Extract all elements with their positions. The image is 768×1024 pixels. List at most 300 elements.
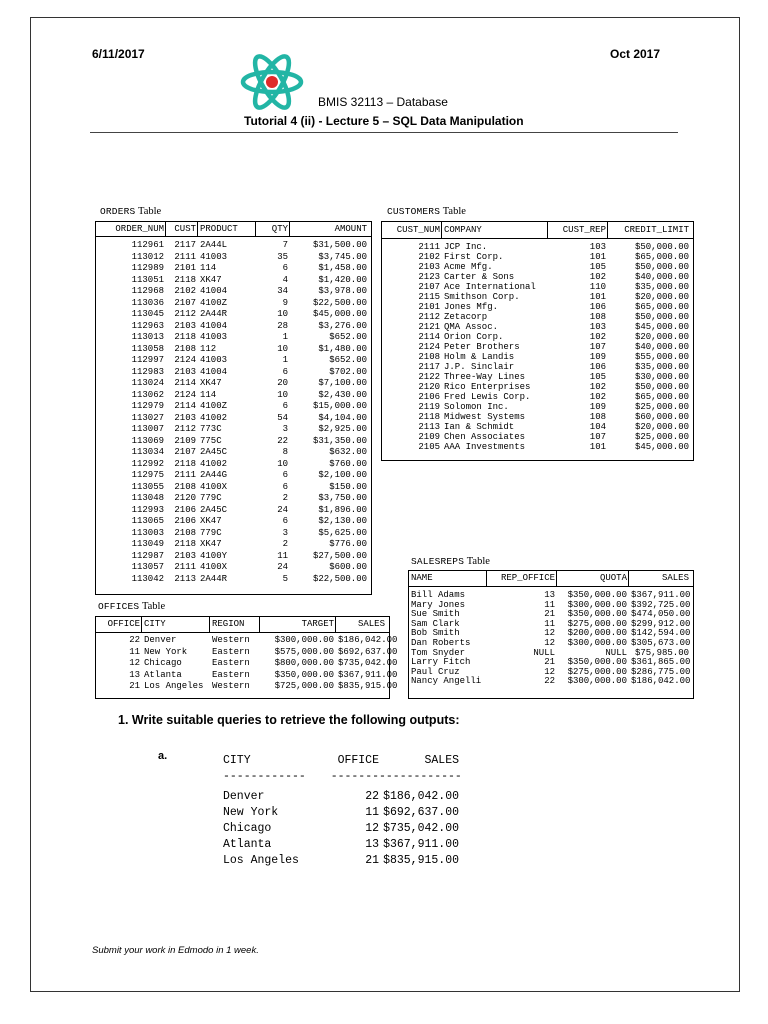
output-cell: Atlanta [223,838,272,851]
customers-cell: 2115 [418,292,440,302]
offices-cell: Eastern [212,669,250,680]
offices-cell: $800,000.00 [274,658,334,668]
customers-cell: $50,000.00 [634,242,689,252]
orders-cell: 2124 [174,355,196,365]
orders-table-row [96,240,371,252]
salesreps-caption [411,556,490,567]
offices-header-office: OFFICE [107,619,140,629]
orders-cell: $652.00 [329,332,367,342]
customers-caption-name: CUSTOMERS [387,206,441,217]
orders-cell: 10 [277,309,288,319]
offices-cell: Los Angeles [144,681,204,691]
orders-table-row [96,470,371,482]
orders-cell: 2109 [174,435,196,446]
customers-table-row [382,302,693,312]
customers-cell: $40,000.00 [634,272,689,282]
orders-cell: 112993 [131,504,164,515]
orders-cell: $600.00 [329,562,367,572]
orders-cell: 2117 [174,240,196,250]
customers-cell: Peter Brothers [444,342,520,352]
salesreps-cell: Sue Smith [411,609,460,620]
orders-cell: 4100Z [200,401,228,411]
customers-cell: 105 [589,372,606,382]
offices-cell: 12 [129,658,140,668]
customers-table-row [382,362,693,372]
orders-table-row [96,263,371,275]
customers-table-row [382,342,693,352]
offices-header-target: TARGET [301,619,334,629]
orders-cell: 112 [200,343,217,354]
salesreps-cell: Sam Clark [411,618,460,629]
salesreps-cell: $186,042.00 [631,676,691,687]
orders-cell: 112979 [131,401,164,411]
customers-cell: QMA Assoc. [444,322,499,332]
orders-cell: 112987 [131,550,164,561]
orders-cell: 7 [282,240,288,250]
orders-cell: 112963 [131,320,164,331]
customers-column-divider [441,222,442,238]
orders-cell: 2112 [174,309,196,319]
offices-table-row [96,669,398,682]
customers-cell: Orion Corp. [444,332,504,342]
offices-caption-suffix: Table [141,601,166,612]
orders-cell: 779C [200,493,222,503]
orders-cell: 2107 [174,447,196,457]
output-cell: $692,637.00 [383,806,459,819]
customers-cell: 2103 [418,262,440,272]
customers-cell: First Corp. [444,252,504,262]
customers-cell: $35,000.00 [634,282,689,292]
offices-table [95,616,398,699]
offices-cell: $367,911.00 [338,669,398,680]
orders-caption-name: ORDERS [100,206,136,217]
customers-cell: $50,000.00 [634,312,689,322]
customers-column-divider [607,222,608,238]
salesreps-cell: $275,000.00 [567,666,627,677]
orders-table-row [96,332,371,344]
offices-cell: Chicago [144,658,182,668]
customers-cell: JCP Inc. [444,242,488,252]
orders-cell: 114 [200,263,217,273]
orders-cell: 2124 [174,389,196,400]
customers-cell: 106 [589,302,606,312]
orders-cell: 114 [200,389,217,400]
orders-column-divider [197,222,198,236]
customers-table-row [382,272,693,282]
output-cell: Los Angeles [223,854,299,867]
orders-cell: 113003 [131,527,164,538]
salesreps-cell: Larry Fitch [411,657,471,668]
customers-cell: 2108 [418,352,440,362]
customers-cell: 108 [589,412,606,422]
customers-cell: $20,000.00 [634,422,689,432]
orders-cell: 113069 [131,435,164,446]
orders-cell: $22,500.00 [312,573,367,584]
customers-header-cust-rep: CUST_REP [562,225,606,235]
orders-table-row [96,275,371,287]
orders-cell: $3,745.00 [318,251,367,262]
orders-cell: 2112 [174,424,196,434]
orders-cell: 41002 [200,458,228,469]
output-column-office [323,753,379,869]
offices-column-divider [335,617,336,632]
salesreps-cell: $275,000.00 [567,618,627,629]
orders-cell: $760.00 [329,458,367,469]
orders-cell: 2114 [174,378,196,388]
orders-table-row [96,459,371,471]
customers-cell: 2113 [418,422,440,432]
salesreps-cell: 22 [544,676,555,687]
orders-cell: 2103 [174,366,196,377]
orders-cell: $2,925.00 [318,424,367,434]
orders-table-row [96,286,371,298]
offices-cell: $575,000.00 [274,646,334,657]
orders-cell: $31,500.00 [312,240,367,250]
orders-table-row [96,355,371,367]
salesreps-cell: Bob Smith [411,628,460,639]
customers-table-row [382,312,693,322]
orders-table-row [96,505,371,517]
orders-cell: $1,420.00 [318,274,367,285]
orders-cell: 8 [282,447,288,457]
customers-cell: $20,000.00 [634,292,689,302]
customers-cell: 102 [589,392,606,402]
offices-header-sales: SALES [357,619,385,629]
offices-cell: $692,637.00 [338,646,398,657]
customers-table-row [382,372,693,382]
orders-cell: 2120 [174,493,196,503]
salesreps-cell: $142,594.00 [631,628,691,639]
orders-cell: $31,350.00 [312,435,367,446]
customers-cell: 108 [589,312,606,322]
customers-cell: Midwest Systems [444,412,526,422]
customers-cell: $45,000.00 [634,442,689,452]
orders-table-row [96,562,371,574]
customers-cell: Zetacorp [444,312,488,322]
customers-cell: 107 [589,432,606,442]
output-column-sales [379,753,462,869]
salesreps-cell: 21 [544,609,555,620]
orders-table-row [96,378,371,390]
output-cell: Denver [223,790,265,803]
customers-cell: Holm & Landis [444,352,515,362]
salesreps-header-row [409,571,693,587]
orders-cell: 112989 [131,263,164,273]
customers-cell: $55,000.00 [634,352,689,362]
customers-cell: $45,000.00 [634,322,689,332]
output-cell: $186,042.00 [383,790,459,803]
orders-cell: XK47 [200,274,222,285]
customers-table-row [382,442,693,452]
customers-cell: $60,000.00 [634,412,689,422]
orders-cell: $2,130.00 [318,516,367,526]
customers-cell: $20,000.00 [634,332,689,342]
orders-cell: 2103 [174,320,196,331]
salesreps-header-sales: SALES [661,573,689,583]
orders-cell: 779C [200,527,222,538]
orders-table-row [96,493,371,505]
orders-table-row [96,516,371,528]
customers-cell: 2112 [418,312,440,322]
offices-caption [98,601,165,612]
orders-cell: 113034 [131,447,164,457]
tutorial-title: Tutorial 4 (ii) - Lecture 5 – SQL Data Manipulation [244,114,524,128]
salesreps-cell: $392,725.00 [631,599,691,610]
orders-cell: 113055 [131,481,164,492]
offices-cell: $735,042.00 [338,658,398,668]
orders-cell: 2111 [174,562,196,572]
orders-cell: 112992 [131,458,164,469]
customers-table-row [382,252,693,262]
customers-table-row [382,262,693,272]
customers-cell: 110 [589,282,606,292]
offices-header-city: CITY [144,619,166,629]
customers-cell: Solomon Inc. [444,402,509,412]
orders-cell: $7,100.00 [318,378,367,388]
salesreps-cell: $200,000.00 [567,628,627,639]
salesreps-cell: 13 [544,590,555,600]
customers-cell: 2123 [418,272,440,282]
orders-cell: 113045 [131,309,164,319]
offices-cell: 22 [129,635,140,645]
customers-cell: 2114 [418,332,440,342]
salesreps-cell: 21 [544,657,555,668]
offices-cell: Western [212,635,250,645]
orders-table-row [96,401,371,413]
orders-cell: 773C [200,424,222,434]
orders-cell: 22 [277,435,288,446]
orders-cell: 112975 [131,470,164,480]
customers-cell: Jones Mfg. [444,302,499,312]
orders-cell: 2111 [174,470,196,480]
orders-table-row [96,298,371,310]
orders-cell: $1,480.00 [318,343,367,354]
salesreps-cell: $300,000.00 [567,676,627,687]
orders-cell: 2A44G [200,470,228,480]
orders-cell: 113024 [131,378,164,388]
orders-cell: 113027 [131,412,164,423]
customers-cell: 102 [589,332,606,342]
customers-cell: Three-Way Lines [444,372,526,382]
orders-cell: 2A45C [200,447,228,457]
salesreps-cell: $300,000.00 [567,638,627,648]
orders-cell: 2107 [174,297,196,308]
customers-table [381,221,694,461]
orders-cell: 28 [277,320,288,331]
orders-cell: 6 [282,366,288,377]
customers-cell: 2122 [418,372,440,382]
salesreps-cell: $350,000.00 [567,609,627,620]
salesreps-cell: Dan Roberts [411,638,471,648]
output-separator: ------- [330,770,379,783]
offices-table-row [96,646,398,659]
orders-cell: 2111 [174,251,196,262]
customers-cell: Acme Mfg. [444,262,493,272]
customers-cell: $25,000.00 [634,432,689,442]
orders-cell: 2A45C [200,504,228,515]
orders-cell: 113062 [131,389,164,400]
salesreps-cell: NULL [605,647,627,658]
orders-cell: 2118 [174,539,196,549]
orders-cell: 6 [282,516,288,526]
orders-cell: $2,430.00 [318,389,367,400]
customers-cell: $25,000.00 [634,402,689,412]
orders-cell: 2108 [174,343,196,354]
customers-table-row [382,422,693,432]
orders-cell: 41004 [200,286,228,296]
salesreps-caption-name: SALESREPS [411,556,465,567]
orders-cell: 4100Y [200,550,228,561]
offices-cell: Western [212,681,250,691]
output-cell: 12 [365,822,379,835]
output-column-city [223,753,323,869]
orders-cell: 2108 [174,481,196,492]
output-header: CITY [223,754,251,767]
customers-cell: 107 [589,342,606,352]
customers-cell: $50,000.00 [634,262,689,272]
customers-cell: 2118 [418,412,440,422]
customers-table-row [382,322,693,332]
orders-cell: 113057 [131,562,164,572]
orders-cell: 6 [282,470,288,480]
customers-cell: 105 [589,262,606,272]
orders-cell: $3,276.00 [318,320,367,331]
output-cell: $835,915.00 [383,854,459,867]
orders-cell: $652.00 [329,355,367,365]
customers-table-row [382,382,693,392]
customers-column-divider [547,222,548,238]
orders-cell: 2A44L [200,240,228,250]
customers-cell: 109 [589,402,606,412]
orders-cell: $150.00 [329,481,367,492]
customers-header-row [382,222,693,239]
salesreps-cell: $367,911.00 [631,590,691,600]
orders-header-amount: AMOUNT [334,224,367,234]
salesreps-table [408,570,694,699]
output-header: OFFICE [337,754,379,767]
orders-caption-suffix: Table [138,206,162,217]
offices-cell: Eastern [212,646,250,657]
salesreps-caption-suffix: Table [466,556,490,567]
salesreps-cell: $350,000.00 [567,657,627,668]
orders-cell: 113042 [131,573,164,584]
orders-cell: 112983 [131,366,164,377]
customers-cell: 101 [589,442,606,452]
offices-column-divider [141,617,142,632]
output-cell: Chicago [223,822,272,835]
customers-cell: 2124 [418,342,440,352]
customers-table-row [382,242,693,252]
salesreps-cell: $286,775.00 [631,666,691,677]
customers-cell: $30,000.00 [634,372,689,382]
orders-cell: 41003 [200,251,228,262]
customers-table-row [382,282,693,292]
offices-cell: $186,042.00 [338,635,398,645]
salesreps-column-divider [486,571,487,586]
customers-cell: $50,000.00 [634,382,689,392]
orders-cell: 4100X [200,562,228,572]
customers-cell: 102 [589,272,606,282]
offices-header-region: REGION [212,619,245,629]
orders-cell: $1,458.00 [318,263,367,273]
orders-cell: $702.00 [329,366,367,377]
orders-cell: 3 [282,424,288,434]
orders-table-row [96,321,371,333]
customers-table-row [382,432,693,442]
orders-header-order-num: ORDER_NUM [115,224,164,234]
orders-cell: 2 [282,539,288,549]
offices-table-row [96,635,398,647]
orders-table-row [96,482,371,494]
output-header: SALES [424,754,459,767]
orders-cell: 41004 [200,366,228,377]
orders-table-row [96,424,371,436]
orders-cell: XK47 [200,539,222,549]
customers-table-row [382,392,693,402]
offices-cell: 11 [129,646,140,657]
orders-cell: 112961 [131,240,164,250]
orders-table-row [96,252,371,264]
question-text: 1. Write suitable queries to retrieve the following outputs: [118,713,460,727]
output-separator: ------------ [379,770,462,783]
orders-cell: 2102 [174,286,196,296]
orders-cell: 10 [277,389,288,400]
customers-header-company: COMPANY [444,225,482,235]
orders-header-qty: QTY [271,224,288,234]
question-part-label: a. [158,750,168,762]
salesreps-header-quota: QUOTA [599,573,627,583]
orders-cell: $22,500.00 [312,297,367,308]
orders-cell: $2,100.00 [318,470,367,480]
orders-cell: 41002 [200,412,228,423]
orders-cell: 113013 [131,332,164,342]
customers-cell: $65,000.00 [634,252,689,262]
customers-table-row [382,352,693,362]
orders-cell: $45,000.00 [312,309,367,319]
salesreps-cell: $361,865.00 [631,657,691,668]
orders-cell: 24 [277,504,288,515]
orders-cell: 113058 [131,343,164,354]
offices-cell: New York [144,646,188,657]
orders-cell: 2108 [174,527,196,538]
orders-cell: 4100Z [200,297,228,308]
salesreps-cell: Mary Jones [411,599,466,610]
orders-cell: 2118 [174,274,196,285]
orders-cell: 11 [277,550,288,561]
salesreps-column-divider [628,571,629,586]
orders-cell: 2103 [174,550,196,561]
orders-table-row [96,436,371,448]
customers-cell: 2117 [418,362,440,372]
salesreps-cell: $305,673.00 [631,638,691,648]
orders-table-row [96,413,371,425]
customers-caption [387,206,466,217]
output-cell: 11 [365,806,379,819]
customers-cell: Fred Lewis Corp. [444,392,531,402]
orders-header-row [96,222,371,237]
orders-cell: 2118 [174,332,196,342]
orders-header-cust: CUST [174,224,196,234]
customers-cell: 103 [589,322,606,332]
customers-cell: 2102 [418,252,440,262]
output-cell: 21 [365,854,379,867]
orders-cell: $15,000.00 [312,401,367,411]
offices-header-row [96,617,389,633]
orders-table-row [96,528,371,540]
salesreps-header-name: NAME [411,573,433,583]
salesreps-column-divider [556,571,557,586]
orders-caption [100,206,161,217]
